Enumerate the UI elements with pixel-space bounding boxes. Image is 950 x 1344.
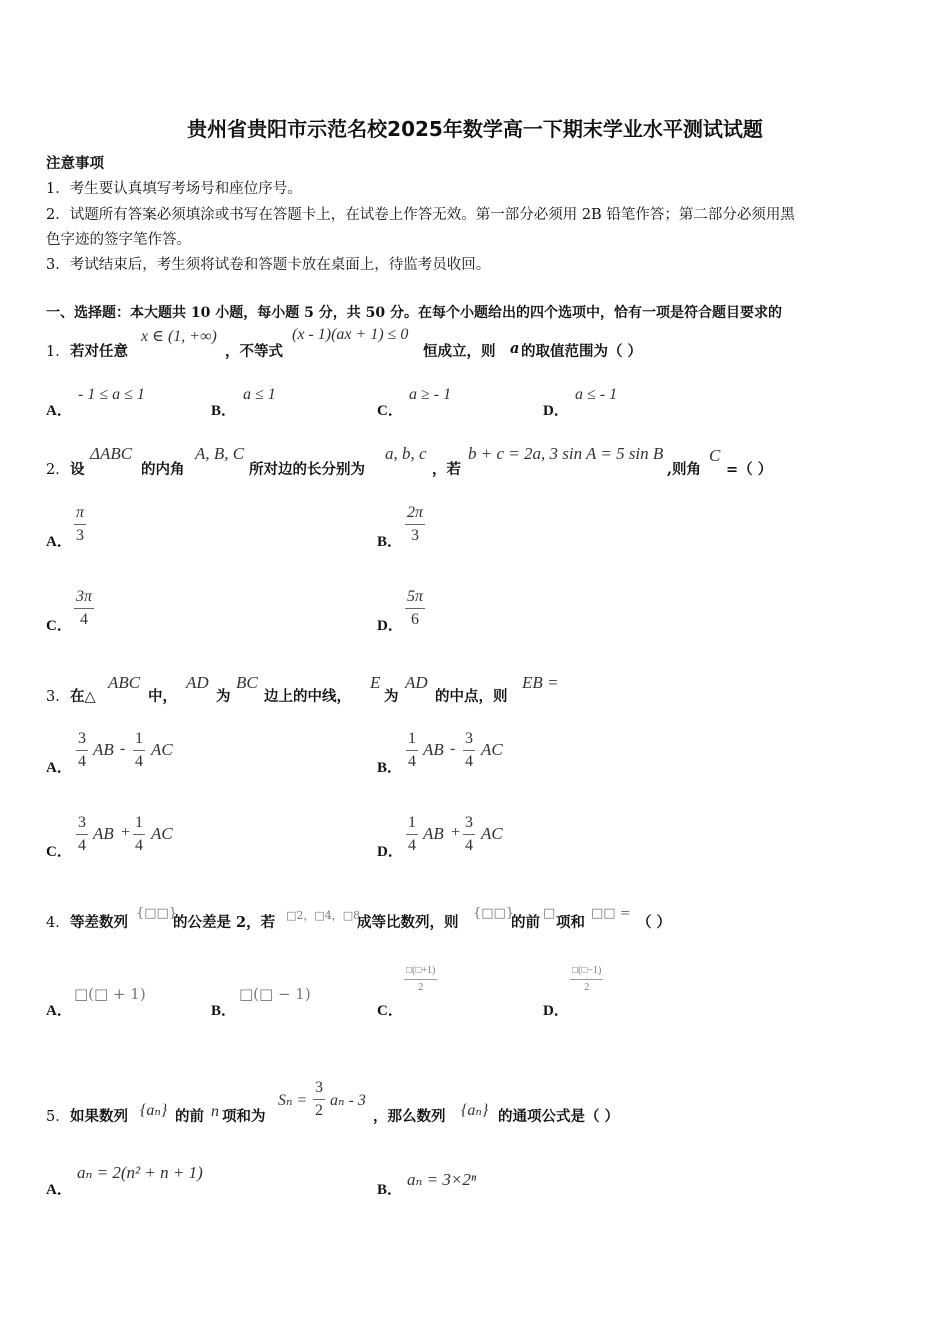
math-expression: ABC <box>108 673 141 692</box>
math-expression: ΔABC <box>90 444 133 463</box>
question-text: 等差数列 <box>70 914 128 931</box>
question-text: 的内角 <box>141 461 185 478</box>
math-expression: E <box>370 673 381 692</box>
math-expression: {aₙ} <box>461 1102 489 1119</box>
fraction-numerator: 3 <box>76 815 88 835</box>
question-text: 中， <box>148 688 177 705</box>
option-b-expression: □(□ − 1) <box>239 985 311 1003</box>
option-d-expression: a ≤ - 1 <box>575 386 618 403</box>
option-d-fraction <box>570 966 603 993</box>
option-c-label[interactable]: C． <box>377 1003 403 1019</box>
option-b-label[interactable]: B． <box>377 760 403 776</box>
option-a-label[interactable]: A． <box>46 403 72 419</box>
option-b-label[interactable]: B． <box>211 403 237 419</box>
option-a-fraction <box>74 505 86 544</box>
option-c-label[interactable]: C． <box>46 618 72 634</box>
math-expression: {aₙ} <box>140 1102 168 1119</box>
option-a-fraction-1 <box>76 731 88 770</box>
option-a-label[interactable]: A． <box>46 1003 72 1019</box>
math-expression: AD <box>405 673 428 692</box>
option-d-fraction <box>405 589 425 628</box>
question-text: 边上的中线， <box>264 688 351 705</box>
question-text: 在△ <box>70 688 96 705</box>
question-text: 恒成立，则 <box>423 343 496 360</box>
math-expression: AD <box>186 673 209 692</box>
fraction-denominator: 3 <box>411 527 419 544</box>
question-text: ,则角 <box>667 461 702 478</box>
option-c-label[interactable]: C． <box>46 844 72 860</box>
question-text: ，不等式 <box>225 343 283 360</box>
fraction-denominator: 6 <box>411 611 419 628</box>
option-a-expression: aₙ = 2(n² + n + 1) <box>77 1163 203 1182</box>
math-variable: a <box>510 340 520 357</box>
vector-ab: AB <box>423 824 444 843</box>
vector-ac: AC <box>151 740 173 759</box>
question-text: 所对边的长分别为 <box>249 461 365 478</box>
fraction-numerator: 1 <box>133 815 145 835</box>
math-expression: n <box>211 1103 219 1120</box>
notice-item: 1．考生要认真填写考场号和座位序号。 <box>46 181 302 197</box>
option-c-fraction <box>74 589 94 628</box>
fraction-denominator: 4 <box>465 753 473 770</box>
fraction-numerator: 3 <box>463 731 475 751</box>
math-expression: □□ = <box>591 906 631 921</box>
math-expression: □ <box>543 906 556 921</box>
fraction-denominator: 4 <box>135 837 143 854</box>
vector-ac: AC <box>481 824 503 843</box>
option-a-label[interactable]: A． <box>46 534 72 550</box>
question-text: 为 <box>216 688 231 705</box>
question-text: 的公差是 2，若 <box>173 914 276 931</box>
fraction-numerator: 3π <box>74 589 94 609</box>
fraction-numerator: π <box>74 505 86 525</box>
option-d-label[interactable]: D． <box>543 1003 569 1019</box>
fraction-denominator: 4 <box>408 753 416 770</box>
question-text: =（ ） <box>726 461 773 478</box>
question-text: 若对任意 <box>70 343 128 360</box>
operator: - <box>450 740 456 757</box>
option-b-fraction <box>405 505 425 544</box>
fraction-numerator: 1 <box>406 731 418 751</box>
question-text: 的通项公式是（ ） <box>498 1108 620 1125</box>
option-b-expression: aₙ = 3×2ⁿ <box>407 1170 477 1189</box>
fraction-numerator: 3 <box>313 1080 325 1100</box>
option-a-label[interactable]: A． <box>46 760 72 776</box>
fraction-denominator: 4 <box>80 611 88 628</box>
question-text: 如果数列 <box>70 1108 128 1125</box>
question-text: 项和 <box>556 914 585 931</box>
fraction-denominator: 4 <box>135 753 143 770</box>
option-d-label[interactable]: D． <box>377 844 403 860</box>
fraction-numerator: 3 <box>463 815 475 835</box>
coefficient-fraction <box>313 1080 325 1119</box>
math-expression: A, B, C <box>195 444 245 463</box>
math-expression: C <box>709 446 721 465</box>
vector-ac: AC <box>151 824 173 843</box>
vector-ab: AB <box>93 740 114 759</box>
notice-item: 2．试题所有答案必须填涂或书写在答题卡上，在试卷上作答无效。第一部分必须用 2B 铅笔作答；第二部分必须用黑 <box>46 207 795 223</box>
fraction-denominator: 2 <box>315 1102 323 1119</box>
fraction-denominator: 2 <box>418 982 424 993</box>
fraction-denominator: 2 <box>584 982 590 993</box>
math-expression: Sₙ = <box>278 1092 308 1109</box>
math-expression: {□□} <box>473 906 515 921</box>
question-text: （ ） <box>637 914 672 931</box>
math-expression: (x - 1)(ax + 1) ≤ 0 <box>292 326 409 343</box>
math-expression: a, b, c <box>385 444 427 463</box>
notice-heading: 注意事项 <box>46 155 104 172</box>
option-b-label[interactable]: B． <box>211 1003 237 1019</box>
option-c-fraction-1 <box>76 815 88 854</box>
section-heading: 一、选择题：本大题共 10 小题，每小题 5 分，共 50 分。在每个小题给出的四个选项中，恰有一项是符合题目要求的 <box>46 305 782 321</box>
fraction-denominator: 4 <box>465 837 473 854</box>
question-text: 的前 <box>175 1108 204 1125</box>
option-b-fraction-2 <box>463 731 475 770</box>
option-d-fraction-2 <box>463 815 475 854</box>
option-a-fraction-2 <box>133 731 145 770</box>
question-text: 的取值范围为（ ） <box>521 343 643 360</box>
option-b-label[interactable]: B． <box>377 1182 403 1198</box>
math-expression: b + c = 2a, 3 sin A = 5 sin B <box>468 444 664 463</box>
math-expression: □2，□4，□8 <box>286 909 361 922</box>
question-text: ，那么数列 <box>373 1108 446 1125</box>
question-text: 设 <box>70 461 85 478</box>
operator: + <box>450 824 461 841</box>
page-title: 贵州省贵阳市示范名校2025年数学高一下期末学业水平测试试题 <box>187 117 763 141</box>
question-text: ，若 <box>432 461 461 478</box>
option-c-expression: a ≥ - 1 <box>409 386 452 403</box>
question-text: 成等比数列，则 <box>357 914 459 931</box>
option-d-label[interactable]: D． <box>377 618 403 634</box>
math-expression: BC <box>236 673 258 692</box>
option-a-expression: □(□ + 1) <box>74 985 146 1003</box>
question-text: 的前 <box>511 914 540 931</box>
notice-item: 3．考试结束后，考生须将试卷和答题卡放在桌面上，待监考员收回。 <box>46 257 491 273</box>
operator: - <box>120 740 126 757</box>
question-text: 为 <box>384 688 399 705</box>
fraction-denominator: 4 <box>78 753 86 770</box>
fraction-numerator: 1 <box>133 731 145 751</box>
fraction-numerator: □(□+1) <box>404 966 437 980</box>
fraction-numerator: 3 <box>76 731 88 751</box>
option-d-label[interactable]: D． <box>543 403 569 419</box>
question-number: 1． <box>46 344 70 360</box>
option-c-fraction <box>404 966 437 993</box>
vector-ab: AB <box>423 740 444 759</box>
option-c-label[interactable]: C． <box>377 403 403 419</box>
fraction-denominator: 4 <box>408 837 416 854</box>
option-b-label[interactable]: B． <box>377 534 403 550</box>
notice-item: 色字迹的签字笔作答。 <box>46 232 191 248</box>
math-expression: x ∈ (1, +∞) <box>141 328 217 345</box>
fraction-denominator: 4 <box>78 837 86 854</box>
math-expression: aₙ - 3 <box>330 1092 366 1109</box>
fraction-numerator: 2π <box>405 505 425 525</box>
question-number: 5． <box>46 1109 70 1125</box>
option-b-fraction-1 <box>406 731 418 770</box>
vector-ac: AC <box>481 740 503 759</box>
question-number: 2． <box>46 462 70 478</box>
question-number: 4． <box>46 915 70 931</box>
math-expression: {□□} <box>136 906 178 921</box>
fraction-numerator: □(□−1) <box>570 966 603 980</box>
option-c-fraction-2 <box>133 815 145 854</box>
vector-ab: AB <box>93 824 114 843</box>
fraction-denominator: 3 <box>76 527 84 544</box>
question-number: 3． <box>46 689 70 705</box>
question-text: 的中点，则 <box>435 688 508 705</box>
operator: + <box>120 824 131 841</box>
fraction-numerator: 1 <box>406 815 418 835</box>
question-text: 项和为 <box>222 1108 266 1125</box>
option-d-fraction-1 <box>406 815 418 854</box>
option-a-label[interactable]: A． <box>46 1182 72 1198</box>
fraction-numerator: 5π <box>405 589 425 609</box>
math-expression: EB = <box>522 673 559 692</box>
option-b-expression: a ≤ 1 <box>243 386 276 403</box>
option-a-expression: - 1 ≤ a ≤ 1 <box>78 386 145 403</box>
